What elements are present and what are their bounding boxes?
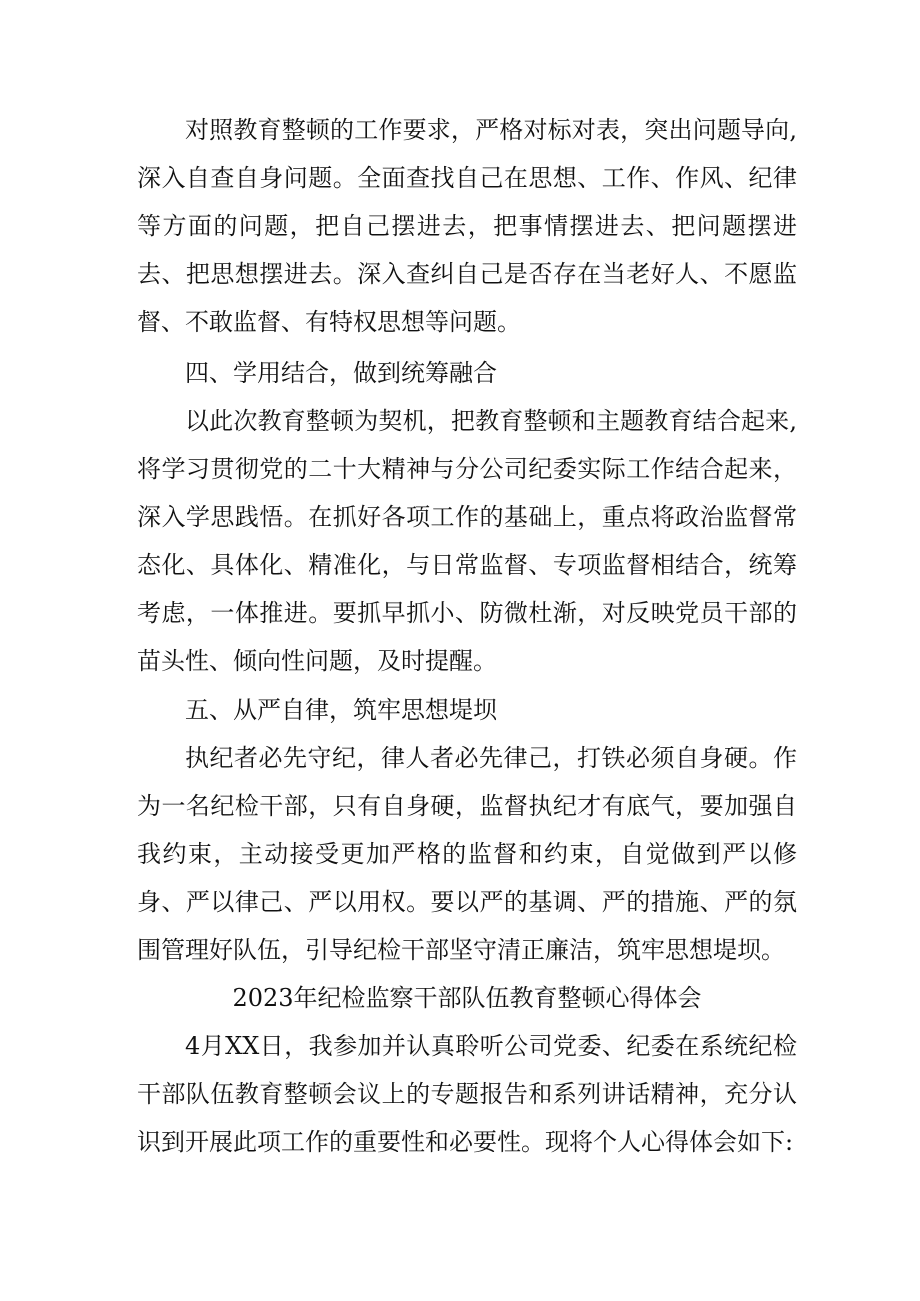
paragraph-self-discipline: 执纪者必先守纪，律人者必先律己，打铁必须自身硬。作为一名纪检干部，只有自身硬，监督执纪才有底气，要加强自我约束，主动接受更加严格的监督和约束，自觉做到严以修身、严以律己、严以用权。要以严的基调、严的措施、严的氛围管理好队伍，引导纪检干部坚守清正廉洁，筑牢思想堤坝。 bbox=[137, 744, 797, 964]
section-heading-four: 四、学用结合，做到统筹融合 bbox=[185, 359, 497, 387]
paragraph-self-check: 对照教育整顿的工作要求，严格对标对表，突出问题导向,深入自查自身问题。全面查找自己在思想、工作、作风、纪律等方面的问题，把自己摆进去，把事情摆进去、把问题摆进去、把思想摆进去。深入查纠自己是否存在当老好人、不愿监督、不敢监督、有特权思想等问题。 bbox=[137, 116, 797, 336]
article-title: 2023年纪检监察干部队伍教育整顿心得体会 bbox=[232, 984, 702, 1012]
paragraph-intro: 4月XX日，我参加并认真聆听公司党委、纪委在系统纪检干部队伍教育整顿会议上的专题报告和系列讲话精神，充分认识到开展此项工作的重要性和必要性。现将个人心得体会如下: bbox=[137, 1032, 797, 1156]
paragraph-integration: 以此次教育整顿为契机，把教育整顿和主题教育结合起来,将学习贯彻党的二十大精神与分公司纪委实际工作结合起来，深入学思践悟。在抓好各项工作的基础上，重点将政治监督常态化、具体化、精准化，与日常监督、专项监督相结合，统筹考虑，一体推进。要抓早抓小、防微杜渐，对反映党员干部的苗头性、倾向性问题，及时提醒。 bbox=[137, 407, 797, 675]
section-heading-five: 五、从严自律，筑牢思想堤坝 bbox=[185, 696, 497, 724]
